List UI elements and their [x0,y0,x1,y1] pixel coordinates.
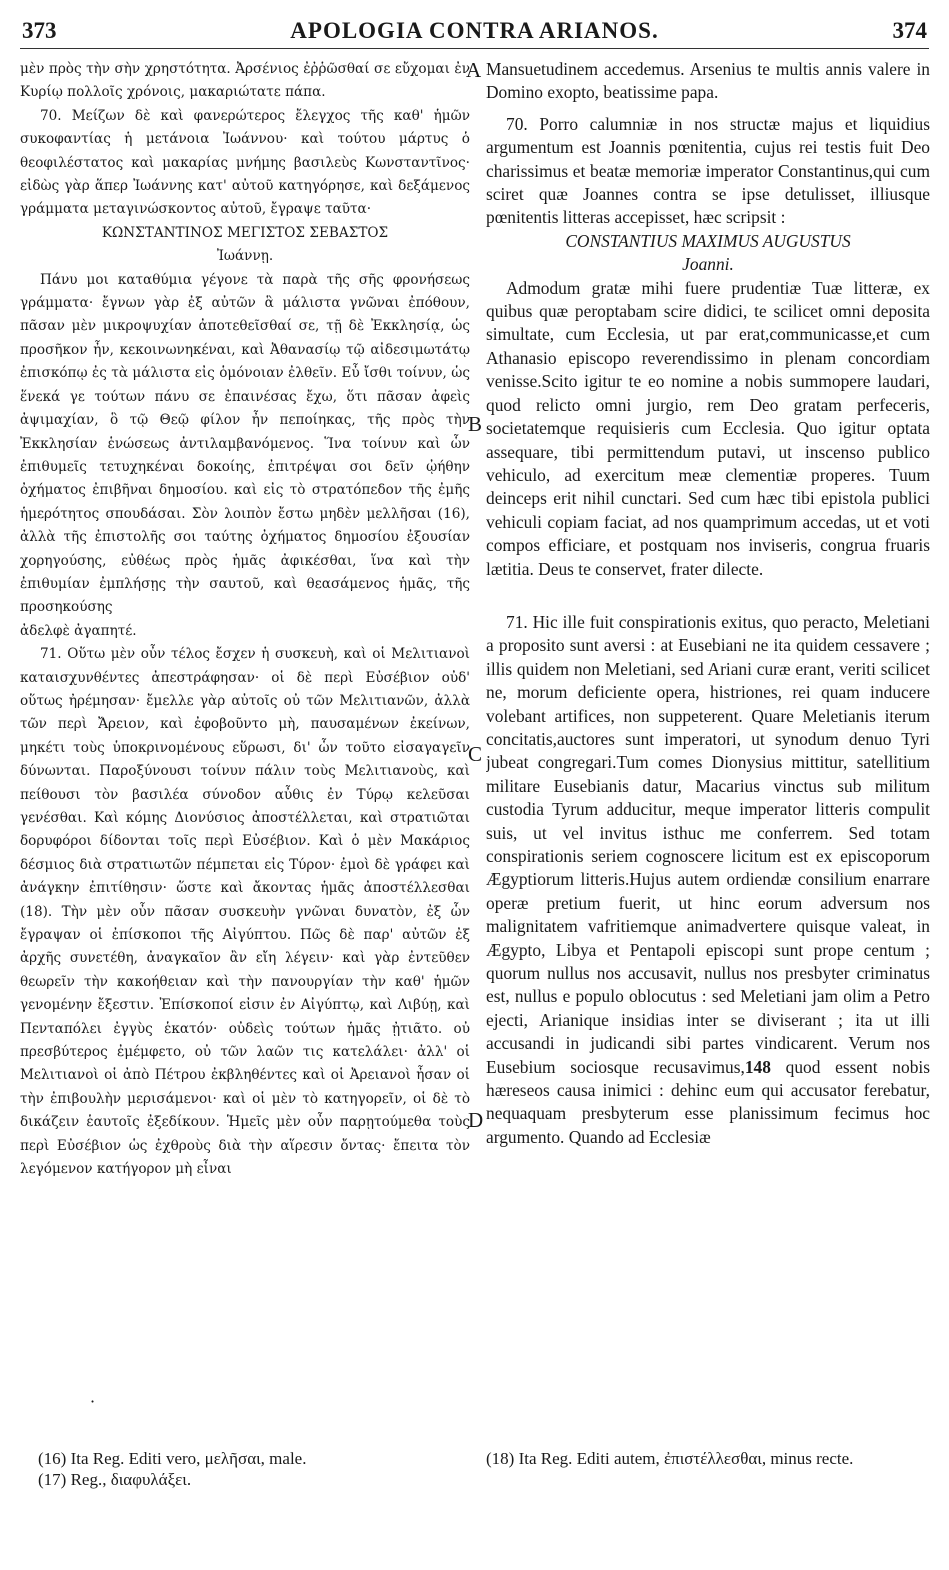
latin-paragraph: Admodum gratæ mihi fuere prudentiæ Tuæ litteræ, ex quibus quæ peroptabam scire didici, te scilicet omni deposita simultate, cum Ecclesia, ut par erat,communicasse,et cum Athanasio episcopo reverendissimo in plenam concordiam venisse.Scito igitur te eo nomine a nobis summopere laudari, quod relicto omni jurgio, rem Deo gratam perfeceris, societatemque requisieris cum Ecclesia. Quo igitur optata assequare, tibi permittendum putavi, ut inscenso publico vehiculo, ad exercitum meæ clementiæ properes. Tuum deinceps erit nihil cunctari. Sed cum hæc tibi epistola publici vehiculi copiam faciat, ad nos quamprimum accedas, ut et voti compos efficiare, et postquam nos inviseris, congrua fruaris lætitia. Deus te conservet, frater dilecte. [486,277,930,579]
greek-letter-addressee: Ἰωάννῃ. [216,248,274,265]
latin-text: quod essent nobis hæreseos causa inimici : dehinc eum qui accusator ferebatur, nequaquam presbyterum esse planissimum fecimus hoc argumento. Quando ad Ecclesiæ [486,1056,930,1147]
greek-paragraph: 71. Οὕτω μὲν οὖν τέλος ἔσχεν ἡ συσκευὴ, καὶ οἱ Μελιτιανοὶ καταισχυνθέντες ἀπεστράφησαν· οἱ δὲ περὶ Εὐσέβιον οὐδ' οὕτως ἠρέμησαν· ἔμελλε γὰρ αὐτοῖς οὐ τῶν Μελιτιανῶν, ἀλλὰ τῶν περὶ Ἄρειον, καὶ ἐφοβοῦντο μὴ, παυσαμένων ἐκείνων, μηκέτι τοὺς ὑποκρινομένους εὕρωσι, δι' ὧν τοῦτο εἰσαγαγεῖν δύνωνται. Παροξύνουσι τοίνυν πάλιν τοὺς Μελιτιανοὺς, καὶ πείθουσι τὸν βασιλέα σύνοδον αὖθις ἐν Τύρῳ κελεῦσαι γενέσθαι. Καὶ κόμης Διονύσιος ἀποστέλλεται, καὶ στρατιῶται δορυφόροι δίδονται τοῖς περὶ Εὐσέβιον. Καὶ ὁ μὲν Μακάριος δέσμιος διὰ στρατιωτῶν πέμπεται εἰς Τύρον· ἐμοὶ δὲ γράφει καὶ ἀνάγκην ἐπιτίθησιν· ὥστε καὶ ἄκοντας ἡμᾶς ἀποστέλλεσθαι (18). Τὴν μὲν οὖν πᾶσαν συσκευὴν γνῶναι δυνατὸν, ἐξ ὧν ἔγραψαν οἱ ἐπίσκοποι τῆς Αἰγύπτου. Πῶς δὲ παρ' αὐτῶν ἐξ ἀρχῆς συνετέθη, ἀναγκαῖον ἂν εἴη λέγειν· καὶ γὰρ ἐντεῦθεν θεωρεῖν τὴν κακοήθειαν καὶ τὴν πανουργίαν τὴν καθ' ἡμῶν γενομένην ἔξεστιν. Ἐπίσκοποί εἰσιν ἐν Αἰγύπτῳ, καὶ Λιβύῃ, καὶ Πενταπόλει ἐγγὺς ἑκατόν· οὐδεὶς τούτων ἡμᾶς ᾐτιᾶτο. οὐ πρεσβύτερος ἐμέμφετο, οὐ τῶν λαῶν τις κατελάλει· ἀλλ' οἱ Μελιτιανοὶ οἱ ἀπὸ Πέτρου ἐκβληθέντες καὶ οἱ Ἀρειανοὶ ἦσαν οἱ τὴν ἐπιβουλὴν μερισάμενοι· καὶ οἱ μὲν τὸ κατηγορεῖν, οἱ δὲ τὸ δικάζειν ἑαυτοῖς ἐξεδίκουν. Ἡμεῖς μὲν οὖν παρῃτούμεθα τοὺς περὶ Εὐσέβιον ὡς ἐχθροὺς διὰ τὴν αἵρεσιν ὄντας· ἔπειτα τὸν λεγόμενον κατήγορον μὴ εἶναι [20,646,470,1178]
margin-letter-c: C [468,742,483,766]
greek-paragraph: 70. Μείζων δὲ καὶ φανερώτερος ἔλεγχος τῆς καθ' ἡμῶν συκοφαντίας ἡ μετάνοια Ἰωάννου· καὶ τούτου μάρτυς ὁ θεοφιλέστατος καὶ μακαρίας μνήμης βασιλεὺς Κωνσταντῖνος· εἰδὼς γὰρ ἅπερ Ἰωάννης κατ' αὐτοῦ κατηγόρησε, καὶ δεξάμενος γράμματα μεταγινώσκοντος αὐτοῦ, ἔγραψε ταῦτα· [20,107,470,218]
left-page-number: 373 [22,18,57,43]
latin-column [486,58,930,1388]
latin-paragraph [486,611,930,1149]
footnotes-left [38,1448,458,1490]
latin-text: 71. Hic ille fuit conspirationis exitus, quo peracto, Meletiani a proposito sunt aversi : at Eusebiani ne ita quidem cessavere ; illis quidem non Meletiani, sed Ariani curæ erant, veriti scilicet ne, morum deficiente opera, histriones, rei quam inducere volebant artifices, non suppeterent. Quare Meletianis iterum concitatis,auctores sunt imperatori, ut synodum denuo Tyri jubeat congregari.Tum comes Dionysius mittitur, satellitium militare Eusebianis datur, Macarius vinctus sub militum custodia Tyrum adducitur, meque imperator litteris compulit suis, ut vel invitus isthuc me conferrem. Sed totam conspirationis seriem cognoscere licitum est ex episcoporum Ægyptiorum litteris.Hujus autem ordiendæ consilium enarrare operæ pretium fuerit, ut hinc eorum adversum nos malignitatem vafritiemque animadvertere quisque valeat, in Ægypto, Libya et Pentapoli episcopi sunt prope centum ; quorum nullus nos accusavit, nullus nos presbyter criminatus est, nullus e populo oblocutus : sed Meletiani jam olim a Petro ejecti, Arianique insidias inter se diviserant ; ita ut illi accusandi in judicandi sibi partes vindicarent. Verum nos Eusebium sociosque recusavimus, [486,611,930,1077]
dot-mark: · [90,1392,96,1411]
page-title: APOLOGIA CONTRA ARIANOS. [290,18,659,43]
latin-paragraph: 70. Porro calumniæ in nos structæ majus et liquidius argumentum est Joannis pœnitentia, cujus rei testis fuit Deo charissimus et beatæ memoriæ imperator Constantinus,qui cum sciret quæ Joannes contra se ipse detulisset, illiusque pœnitentis litteras accepisset, hæc scripsit : [486,113,930,228]
margin-letter-b: B [468,412,483,436]
latin-letter-heading: CONSTANTIUS MAXIMUS AUGUSTUS [565,230,851,251]
greek-paragraph: μὲν πρὸς τὴν σὴν χρηστότητα. Ἀρσένιος ἐῤῥῶσθαί σε εὔχομαι ἐν Κυρίῳ πολλοῖς χρόνοις, μακαριώτατε πάπα. [20,61,470,101]
footnotes-right [486,1448,926,1469]
greek-column [20,58,470,1388]
greek-paragraph: ἀδελφὲ ἀγαπητέ. [20,622,137,639]
header-rule [20,48,929,49]
column-number: 148 [744,1056,771,1077]
latin-paragraph: Mansuetudinem accedemus. Arsenius te multis annis valere in Domino exopto, beatissime papa. [486,59,930,103]
right-page-number: 374 [892,18,927,43]
footnote: (18) Ita Reg. Editi autem, ἐπιστέλλεσθαι, minus recte. [486,1449,854,1468]
greek-letter-heading: ΚΩΝΣΤΑΝΤΙΝΟΣ ΜΕΓΙΣΤΟΣ ΣΕΒΑΣΤΟΣ [101,224,389,241]
greek-paragraph: Πάνυ μοι καταθύμια γέγονε τὰ παρὰ τῆς σῆς φρονήσεως γράμματα· ἔγνων γὰρ ἐξ αὐτῶν ἃ μάλιστα γνῶναι ἐπόθουν, πᾶσαν μὲν μικροψυχίαν ἀποτεθεῖσθαί σε, τῇ δὲ Ἐκκλησίᾳ, ὡς προσῆκον ἦν, κεκοινωνηκέναι, καὶ Ἀθανασίῳ τῷ αἰδεσιμωτάτῳ ἐπισκόπῳ ἐς τὰ μάλιστα εἰς ὁμόνοιαν ἐλθεῖν. Εὖ ἴσθι τοίνυν, ὡς ἕνεκά γε τούτων πάνυ σε ἐπαινέσας ἔχω, ὅτι πᾶσαν ἀφεὶς ἀψιμαχίαν, ὃ τῷ Θεῷ φίλον ἦν πεποίηκας, τῆς πρὸς τὴν Ἐκκλησίαν ἑνώσεως ἀντιλαμβανόμενος. Ἵνα τοίνυν καὶ ὧν ἐπιθυμεῖς τετυχηκέναι δοκοίης, ἐπιτρέψαι σοι δεῖν ᾠήθην ὀχήματος ἐπιβῆναι δημοσίου. καὶ εἰς τὸ στρατόπεδον τῆς ἐμῆς ἡμερότητος σπουδάσαι. Σὸν λοιπὸν ἔστω μηδὲν μελλῆσαι (16), ἀλλὰ τῆς ἐπιστολῆς σοι ταύτης ὀχήματος δημοσίου ἐξουσίαν χορηγούσης, εὐθέως πρὸς ἡμᾶς ἀφικέσθαι, ἵνα καὶ τὴν ἐπιθυμίαν ἐμπλήσῃς τὴν σαυτοῦ, καὶ θεασάμενος ἡμᾶς, τῆς προσηκούσης [20,271,470,616]
footnote: (16) Ita Reg. Editi vero, μελῆσαι, male. [38,1449,307,1468]
running-header [14,14,935,48]
margin-letter-d: D [468,1108,484,1132]
margin-letter-a: A [466,58,482,82]
footnote: (17) Reg., διαφυλάξει. [38,1470,192,1489]
latin-letter-addressee: Joanni. [682,254,734,275]
